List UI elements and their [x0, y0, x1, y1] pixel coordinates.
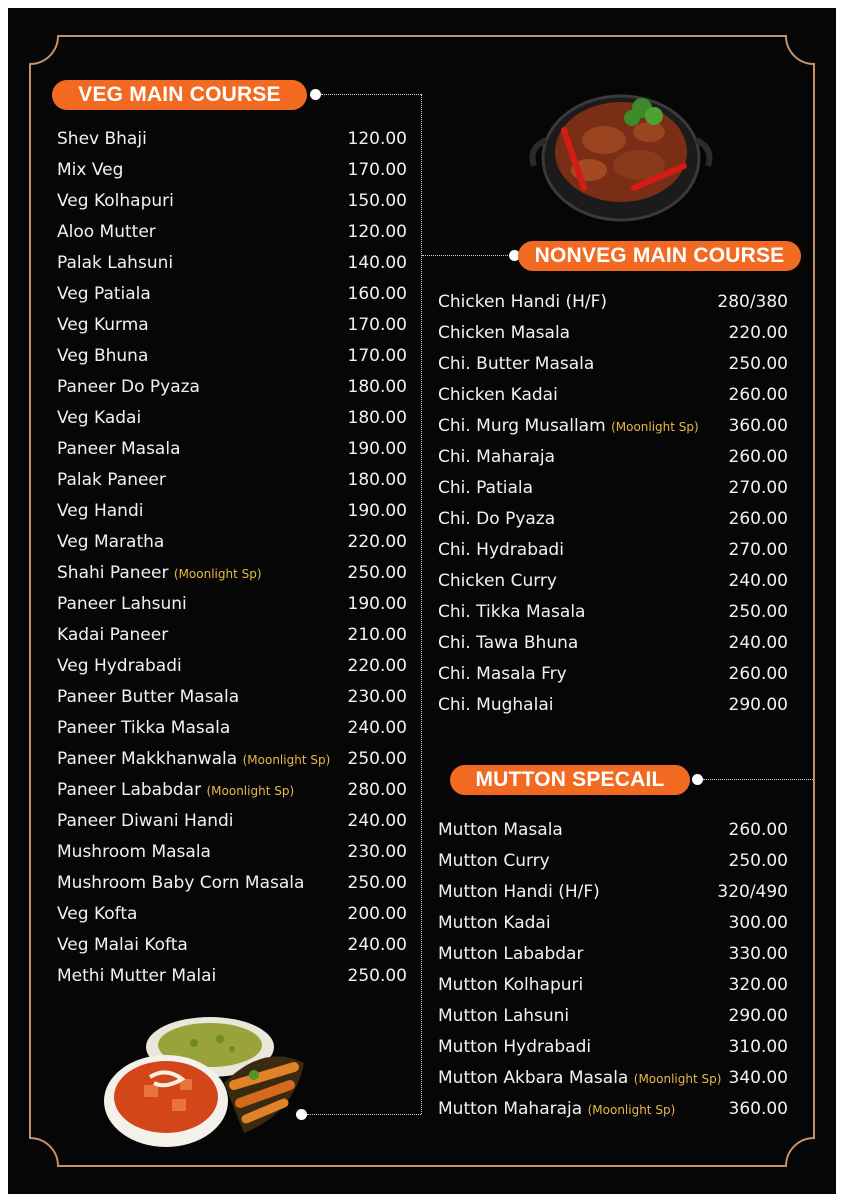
menu-item-name: Chi. Maharaja [438, 447, 555, 467]
menu-item [438, 287, 788, 318]
menu-item [438, 877, 788, 908]
special-tag: (Moonlight Sp) [242, 753, 331, 767]
menu-item-price: 210.00 [347, 625, 407, 645]
mutton-menu-list [438, 815, 788, 1125]
menu-item-name: Palak Lahsuni [57, 253, 174, 273]
menu-item-name: Chi. Murg Musallam [438, 416, 606, 436]
menu-item [438, 597, 788, 628]
menu-item [57, 372, 407, 403]
menu-item-price: 140.00 [347, 253, 407, 273]
mutton-title-dot [692, 774, 703, 785]
menu-item [57, 930, 407, 961]
menu-item [57, 465, 407, 496]
menu-item-price: 240.00 [347, 718, 407, 738]
menu-item-name: Chicken Handi (H/F) [438, 292, 608, 312]
menu-item-name: Veg Kofta [57, 904, 138, 924]
menu-item-price: 270.00 [728, 540, 788, 560]
menu-item-name: Mutton Handi (H/F) [438, 882, 600, 902]
menu-item [57, 806, 407, 837]
menu-item [438, 939, 788, 970]
menu-item [57, 744, 407, 775]
menu-item-name: Veg Patiala [57, 284, 151, 304]
menu-item [57, 186, 407, 217]
menu-item-price: 180.00 [347, 408, 407, 428]
menu-item-price: 220.00 [347, 532, 407, 552]
menu-item [438, 970, 788, 1001]
menu-item-name: Veg Handi [57, 501, 144, 521]
menu-item [438, 1063, 788, 1094]
menu-item-name: Mix Veg [57, 160, 124, 180]
menu-item [57, 496, 407, 527]
menu-item-price: 120.00 [347, 222, 407, 242]
menu-item-name: Mushroom Masala [57, 842, 211, 862]
menu-item-price: 250.00 [728, 354, 788, 374]
menu-item-name: Methi Mutter Malai [57, 966, 217, 986]
menu-item [438, 535, 788, 566]
menu-item-name: Veg Maratha [57, 532, 165, 552]
menu-item [57, 558, 407, 589]
menu-item-name: Chi. Do Pyaza [438, 509, 556, 529]
special-tag: (Moonlight Sp) [633, 1072, 722, 1086]
veg-menu-list [57, 124, 407, 992]
menu-item-name: Paneer Lahsuni [57, 594, 187, 614]
menu-item [57, 279, 407, 310]
menu-item-price: 360.00 [728, 1099, 788, 1119]
menu-item [438, 504, 788, 535]
menu-item-price: 150.00 [347, 191, 407, 211]
menu-item-name: Veg Kadai [57, 408, 142, 428]
menu-item-name: Chi. Hydrabadi [438, 540, 564, 560]
menu-item-price: 280/380 [717, 292, 788, 312]
menu-item [57, 620, 407, 651]
menu-page [8, 8, 836, 1194]
menu-item-name: Chi. Butter Masala [438, 354, 595, 374]
menu-item-price: 190.00 [347, 439, 407, 459]
menu-item-name: Chi. Masala Fry [438, 664, 567, 684]
menu-item-name: Veg Bhuna [57, 346, 149, 366]
menu-item-price: 290.00 [728, 1006, 788, 1026]
menu-item-name: Mutton Maharaja [438, 1099, 583, 1119]
menu-item-name: Aloo Mutter [57, 222, 156, 242]
menu-item-name: Mutton Akbara Masala [438, 1068, 629, 1088]
menu-item-name: Paneer Diwani Handi [57, 811, 234, 831]
menu-item-name: Veg Hydrabadi [57, 656, 182, 676]
menu-item [438, 442, 788, 473]
menu-item [438, 815, 788, 846]
menu-item-price: 320.00 [728, 975, 788, 995]
menu-item [57, 837, 407, 868]
menu-item-price: 280.00 [347, 780, 407, 800]
menu-item-price: 360.00 [728, 416, 788, 436]
nonveg-connector-line [422, 255, 518, 256]
menu-item [57, 868, 407, 899]
menu-item-price: 190.00 [347, 501, 407, 521]
menu-item-price: 290.00 [728, 695, 788, 715]
menu-item [438, 566, 788, 597]
menu-item-name: Chi. Tawa Bhuna [438, 633, 579, 653]
menu-item [57, 682, 407, 713]
menu-item [57, 434, 407, 465]
special-tag: (Moonlight Sp) [206, 784, 295, 798]
veg-connector-line [321, 94, 421, 95]
menu-item-name: Paneer Do Pyaza [57, 377, 200, 397]
menu-item [57, 248, 407, 279]
menu-item [57, 217, 407, 248]
mutton-section-title: MUTTON SPECAIL [450, 765, 690, 795]
veg-title-dot [310, 89, 321, 100]
menu-item [438, 690, 788, 721]
menu-item-name: Veg Kurma [57, 315, 149, 335]
menu-item-name: Paneer Makkhanwala [57, 749, 238, 769]
kadai-curry-image [524, 70, 719, 230]
menu-item-price: 240.00 [347, 935, 407, 955]
menu-item-price: 170.00 [347, 346, 407, 366]
menu-item [438, 628, 788, 659]
menu-item-name: Mutton Kolhapuri [438, 975, 584, 995]
menu-item-price: 200.00 [347, 904, 407, 924]
menu-item-price: 180.00 [347, 377, 407, 397]
menu-item-price: 250.00 [728, 602, 788, 622]
menu-item-name: Paneer Tikka Masala [57, 718, 231, 738]
menu-item [57, 775, 407, 806]
menu-item [438, 659, 788, 690]
menu-item-price: 120.00 [347, 129, 407, 149]
paneer-platter-image [94, 1003, 314, 1153]
menu-item [57, 310, 407, 341]
menu-item [438, 1001, 788, 1032]
menu-item [438, 318, 788, 349]
menu-item-price: 310.00 [728, 1037, 788, 1057]
menu-item-name: Mutton Kadai [438, 913, 551, 933]
menu-item [438, 1032, 788, 1063]
menu-item-price: 180.00 [347, 470, 407, 490]
veg-bottom-line [307, 1114, 421, 1115]
menu-item [57, 899, 407, 930]
menu-item-name: Mutton Lahsuni [438, 1006, 570, 1026]
menu-item-name: Mutton Hydrabadi [438, 1037, 592, 1057]
menu-item-price: 260.00 [728, 820, 788, 840]
menu-item-price: 160.00 [347, 284, 407, 304]
menu-item [438, 1094, 788, 1125]
menu-item-price: 220.00 [347, 656, 407, 676]
menu-item [438, 380, 788, 411]
menu-item-name: Chicken Curry [438, 571, 557, 591]
menu-item-price: 330.00 [728, 944, 788, 964]
menu-item-price: 170.00 [347, 160, 407, 180]
menu-item [57, 155, 407, 186]
menu-item-name: Shev Bhaji [57, 129, 147, 149]
menu-item-price: 250.00 [347, 563, 407, 583]
veg-section-title: VEG MAIN COURSE [52, 80, 307, 110]
menu-item-name: Veg Malai Kofta [57, 935, 188, 955]
menu-item [57, 124, 407, 155]
special-tag: (Moonlight Sp) [611, 420, 699, 434]
menu-item-price: 240.00 [728, 571, 788, 591]
menu-item [438, 908, 788, 939]
menu-item-name: Mutton Curry [438, 851, 550, 871]
menu-item-name: Chi. Tikka Masala [438, 602, 586, 622]
menu-item-price: 260.00 [728, 447, 788, 467]
menu-item-price: 250.00 [347, 966, 407, 986]
menu-item-name: Chi. Patiala [438, 478, 534, 498]
menu-item-price: 300.00 [728, 913, 788, 933]
menu-item-price: 250.00 [347, 749, 407, 769]
menu-item-name: Paneer Lababdar [57, 780, 202, 800]
menu-item-price: 230.00 [347, 842, 407, 862]
menu-item-price: 190.00 [347, 594, 407, 614]
special-tag: (Moonlight Sp) [587, 1103, 676, 1117]
menu-item-price: 240.00 [728, 633, 788, 653]
menu-item-name: Veg Kolhapuri [57, 191, 174, 211]
menu-item-price: 320/490 [717, 882, 788, 902]
menu-item-name: Chicken Kadai [438, 385, 558, 405]
menu-item-name: Mushroom Baby Corn Masala [57, 873, 305, 893]
menu-item [57, 961, 407, 992]
menu-item [438, 411, 788, 442]
menu-item-price: 260.00 [728, 385, 788, 405]
menu-item-name: Chicken Masala [438, 323, 571, 343]
nonveg-section-title: NONVEG MAIN COURSE [518, 241, 801, 271]
menu-item-price: 250.00 [728, 851, 788, 871]
menu-item-price: 230.00 [347, 687, 407, 707]
menu-item [57, 589, 407, 620]
menu-item-price: 260.00 [728, 509, 788, 529]
menu-item-price: 220.00 [728, 323, 788, 343]
menu-item-price: 170.00 [347, 315, 407, 335]
menu-item [57, 403, 407, 434]
menu-item [57, 651, 407, 682]
menu-item-price: 340.00 [728, 1068, 788, 1088]
menu-item-price: 250.00 [347, 873, 407, 893]
menu-item [438, 473, 788, 504]
menu-item-name: Paneer Butter Masala [57, 687, 240, 707]
menu-item-name: Chi. Mughalai [438, 695, 554, 715]
veg-connector-line-vertical [421, 94, 422, 1114]
menu-item-price: 270.00 [728, 478, 788, 498]
menu-item-name: Shahi Paneer [57, 563, 169, 583]
menu-item-name: Paneer Masala [57, 439, 181, 459]
menu-item [438, 846, 788, 877]
menu-item-price: 260.00 [728, 664, 788, 684]
special-tag: (Moonlight Sp) [173, 567, 262, 581]
menu-item-name: Kadai Paneer [57, 625, 169, 645]
menu-item-name: Palak Paneer [57, 470, 166, 490]
menu-item-price: 240.00 [347, 811, 407, 831]
nonveg-menu-list [438, 287, 788, 721]
menu-item-name: Mutton Masala [438, 820, 563, 840]
menu-item [57, 527, 407, 558]
menu-item-name: Mutton Lababdar [438, 944, 584, 964]
menu-item [57, 341, 407, 372]
mutton-connector-line [703, 779, 813, 780]
menu-item [57, 713, 407, 744]
menu-item [438, 349, 788, 380]
